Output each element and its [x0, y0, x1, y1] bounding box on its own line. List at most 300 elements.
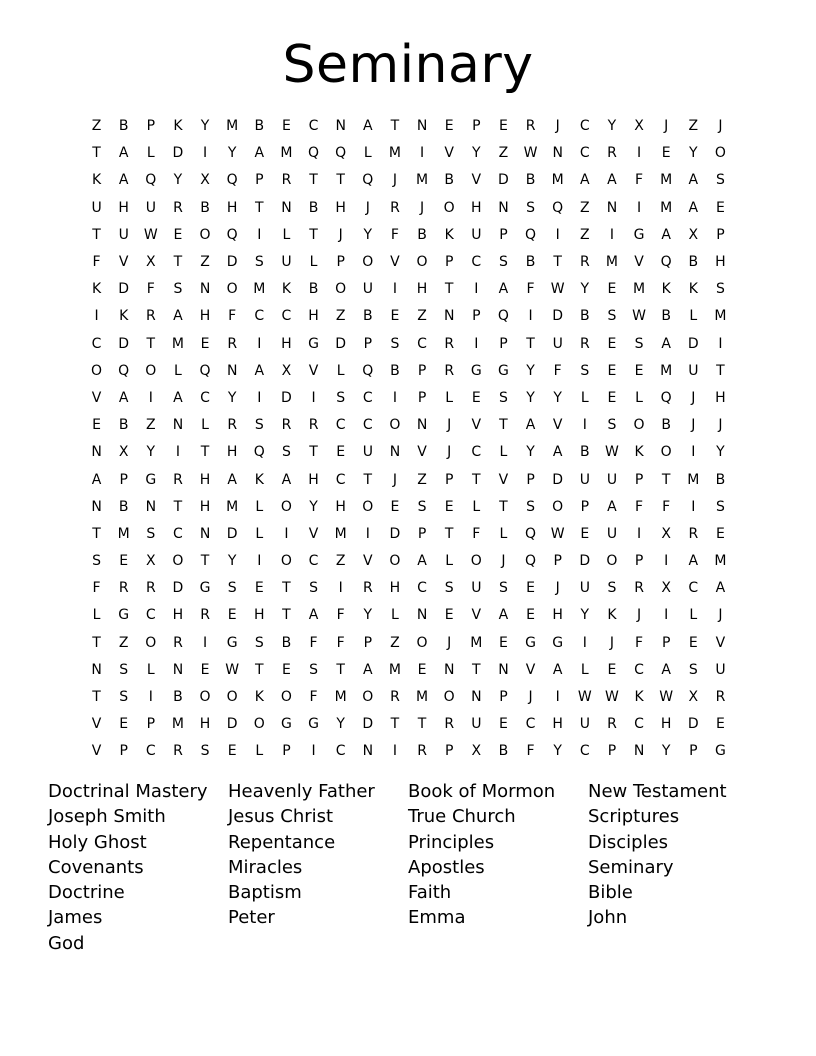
grid-letter: X — [146, 553, 156, 570]
grid-letter: F — [526, 281, 535, 298]
grid-letter: I — [392, 743, 397, 760]
grid-letter: J — [555, 580, 560, 597]
grid-letter: S — [715, 498, 725, 515]
grid-letter: B — [363, 308, 373, 325]
grid-letter: O — [362, 689, 374, 706]
grid-letter: H — [389, 580, 401, 597]
word-list-item: Apostles — [408, 856, 485, 878]
grid-letter: G — [498, 362, 509, 379]
grid-letter: R — [390, 199, 400, 216]
grid-letter: L — [445, 553, 454, 570]
grid-letter: D — [552, 471, 564, 488]
grid-letter: B — [417, 226, 427, 243]
grid-letter: O — [470, 553, 482, 570]
grid-letter: H — [308, 471, 319, 488]
grid-letter: B — [688, 254, 699, 271]
word-list-item: Doctrinal Mastery — [48, 781, 208, 802]
grid-letter: Y — [716, 444, 725, 461]
grid-letter: S — [390, 335, 400, 352]
grid-letter: K — [688, 281, 698, 298]
grid-letter: C — [362, 417, 373, 434]
grid-letter: K — [173, 118, 183, 135]
grid-letter: J — [419, 199, 425, 216]
grid-letter: G — [308, 716, 319, 733]
grid-letter: S — [254, 634, 264, 651]
word-list-item: Peter — [228, 907, 275, 929]
grid-letter: T — [92, 525, 101, 542]
grid-letter: S — [607, 308, 617, 325]
grid-letter: A — [91, 471, 102, 488]
grid-letter: P — [119, 743, 128, 760]
grid-letter: O — [199, 226, 211, 243]
grid-row — [83, 140, 734, 167]
word-list-item: New Testament — [588, 781, 727, 802]
grid-letter: N — [91, 498, 102, 515]
grid-letter: O — [389, 553, 401, 570]
grid-letter: F — [146, 281, 155, 298]
grid-letter: P — [634, 471, 644, 488]
grid-letter: T — [390, 118, 400, 135]
grid-letter: Y — [661, 743, 671, 760]
grid-letter: M — [171, 335, 184, 352]
grid-letter: F — [336, 634, 345, 651]
grid-letter: V — [308, 362, 319, 379]
grid-letter: N — [443, 308, 455, 325]
grid-letter: C — [91, 335, 102, 352]
grid-letter: J — [447, 444, 452, 461]
grid-letter: K — [444, 226, 454, 243]
grid-letter: N — [281, 199, 292, 216]
grid-letter: A — [254, 362, 265, 379]
grid-letter: J — [718, 607, 723, 624]
grid-letter: Y — [200, 118, 210, 135]
grid-letter: U — [91, 199, 102, 216]
grid-letter: O — [280, 689, 292, 706]
grid-letter: L — [472, 498, 481, 515]
word-list-item: Principles — [408, 831, 495, 853]
grid-letter: I — [94, 308, 99, 325]
grid-letter: K — [91, 281, 102, 298]
grid-letter: N — [633, 743, 645, 760]
grid-letter: A — [498, 281, 509, 298]
grid-letter: O — [253, 716, 265, 733]
grid-letter: Y — [336, 716, 345, 733]
grid-letter: Q — [552, 199, 564, 216]
grid-letter: I — [636, 199, 642, 216]
grid-letter: A — [688, 553, 699, 570]
grid-letter: S — [526, 199, 535, 216]
grid-letter: R — [634, 580, 644, 597]
grid-letter: H — [715, 254, 726, 271]
grid-letter: G — [199, 580, 211, 597]
word-list-item: God — [48, 932, 85, 954]
grid-letter: I — [582, 417, 587, 434]
grid-letter: I — [609, 226, 614, 243]
grid-letter: J — [718, 118, 723, 135]
grid-letter: T — [173, 254, 183, 271]
grid-letter: Z — [335, 308, 346, 325]
grid-letter: R — [362, 580, 373, 597]
grid-letter: D — [226, 716, 238, 733]
grid-letter: D — [552, 308, 564, 325]
grid-letter: I — [311, 389, 316, 406]
grid-letter: O — [552, 498, 564, 515]
grid-letter: O — [199, 689, 211, 706]
grid-letter: O — [416, 254, 428, 271]
grid-letter: O — [226, 281, 238, 298]
grid-letter: Z — [417, 308, 427, 325]
grid-letter: Y — [227, 389, 237, 406]
grid-letter: F — [228, 308, 237, 325]
grid-letter: J — [392, 172, 397, 189]
grid-letter: S — [715, 172, 725, 189]
grid-letter: P — [417, 525, 427, 542]
grid-letter: V — [471, 417, 482, 434]
grid-letter: E — [92, 417, 101, 434]
grid-letter: M — [226, 118, 239, 135]
grid-letter: T — [526, 335, 535, 352]
grid-letter: A — [661, 661, 671, 678]
grid-letter: J — [636, 607, 642, 624]
grid-letter: B — [281, 634, 292, 651]
grid-letter: J — [447, 417, 452, 434]
grid-letter: D — [687, 716, 699, 733]
grid-letter: E — [580, 525, 590, 542]
grid-letter: U — [715, 661, 726, 678]
grid-letter: T — [200, 444, 210, 461]
grid-letter: F — [309, 689, 318, 706]
word-list-item: Seminary — [588, 856, 674, 878]
grid-letter: A — [118, 389, 129, 406]
grid-letter: D — [281, 389, 292, 406]
grid-letter: V — [634, 254, 644, 271]
grid-letter: Z — [335, 553, 346, 570]
grid-letter: X — [661, 580, 671, 597]
grid-letter: O — [443, 689, 455, 706]
grid-letter: M — [117, 525, 130, 542]
grid-letter: A — [254, 145, 265, 162]
grid-letter: J — [691, 417, 696, 434]
grid-letter: J — [365, 199, 370, 216]
grid-letter: A — [363, 118, 373, 135]
grid-letter: R — [173, 743, 183, 760]
grid-letter: A — [363, 661, 373, 678]
grid-letter: P — [363, 634, 373, 651]
grid-letter: T — [716, 362, 725, 379]
grid-letter: Q — [525, 525, 537, 542]
grid-letter: P — [444, 471, 454, 488]
grid-letter: Z — [146, 417, 156, 434]
grid-row — [83, 494, 734, 521]
grid-letter: M — [334, 525, 347, 542]
grid-letter: E — [390, 498, 400, 515]
grid-letter: H — [199, 308, 211, 325]
grid-letter: B — [661, 308, 671, 325]
grid-letter: H — [226, 444, 238, 461]
page-title: Seminary — [282, 35, 534, 95]
grid-letter: S — [281, 444, 291, 461]
grid-letter: M — [416, 172, 429, 189]
grid-letter: H — [471, 199, 482, 216]
grid-letter: D — [118, 335, 130, 352]
grid-letter: C — [145, 743, 156, 760]
grid-letter: V — [715, 634, 726, 651]
grid-letter: G — [226, 634, 238, 651]
grid-letter: E — [716, 716, 725, 733]
grid-letter: B — [118, 118, 129, 135]
grid-letter: K — [634, 444, 644, 461]
grid-letter: N — [416, 417, 428, 434]
grid-letter: D — [226, 525, 238, 542]
grid-letter: I — [257, 389, 262, 406]
grid-letter: E — [526, 607, 535, 624]
grid-letter: U — [145, 199, 156, 216]
grid-letter: E — [499, 634, 508, 651]
grid-letter: H — [118, 199, 129, 216]
grid-letter: B — [173, 689, 183, 706]
grid-letter: R — [525, 118, 536, 135]
grid-letter: R — [607, 716, 617, 733]
grid-letter: I — [175, 444, 180, 461]
grid-letter: T — [472, 661, 481, 678]
grid-letter: C — [471, 254, 482, 271]
word-list-item: Heavenly Father — [228, 781, 375, 802]
grid-letter: B — [444, 172, 454, 189]
grid-letter: N — [416, 118, 428, 135]
grid-letter: U — [471, 580, 482, 597]
grid-letter: L — [445, 389, 454, 406]
grid-letter: L — [146, 661, 155, 678]
grid-letter: E — [688, 634, 698, 651]
grid-letter: U — [606, 525, 618, 542]
grid-letter: T — [255, 199, 264, 216]
grid-letter: Z — [91, 118, 102, 135]
grid-letter: Z — [417, 471, 427, 488]
grid-letter: M — [280, 145, 293, 162]
grid-letter: Y — [689, 145, 698, 162]
grid-letter: M — [470, 634, 483, 651]
grid-letter: O — [91, 362, 103, 379]
grid-letter: M — [388, 145, 401, 162]
grid-letter: P — [146, 118, 156, 135]
grid-row — [83, 303, 734, 330]
grid-letter: I — [691, 444, 696, 461]
grid-letter: A — [281, 471, 292, 488]
grid-letter: Q — [226, 226, 238, 243]
grid-letter: R — [227, 417, 238, 434]
grid-letter: T — [282, 607, 291, 624]
grid-letter: L — [282, 226, 291, 243]
grid-letter: Y — [363, 607, 373, 624]
grid-letter: T — [92, 145, 101, 162]
grid-letter: R — [444, 335, 455, 352]
grid-letter: B — [661, 417, 671, 434]
grid-letter: Z — [200, 254, 210, 271]
word-list-item: Repentance — [228, 831, 336, 853]
grid-letter: P — [689, 743, 698, 760]
grid-letter: H — [199, 471, 211, 488]
grid-letter: F — [635, 172, 644, 189]
grid-letter: Z — [118, 634, 129, 651]
grid-letter: S — [119, 661, 129, 678]
grid-letter: Q — [525, 553, 537, 570]
grid-letter: C — [579, 145, 590, 162]
grid-letter: N — [471, 689, 482, 706]
grid-letter: A — [498, 607, 509, 624]
grid-letter: U — [362, 281, 373, 298]
grid-letter: O — [280, 498, 292, 515]
grid-letter: Y — [526, 444, 535, 461]
grid-letter: I — [284, 525, 289, 542]
grid-letter: H — [199, 716, 211, 733]
grid-letter: A — [417, 553, 427, 570]
grid-row — [83, 412, 734, 439]
grid-letter: E — [661, 145, 671, 162]
word-list-item: John — [588, 907, 628, 929]
grid-letter: M — [253, 281, 266, 298]
grid-letter: E — [200, 661, 210, 678]
grid-letter: Q — [253, 444, 265, 461]
grid-letter: B — [254, 118, 265, 135]
grid-letter: T — [309, 226, 318, 243]
grid-letter: S — [119, 689, 129, 706]
grid-letter: C — [471, 444, 482, 461]
grid-letter: M — [633, 281, 646, 298]
grid-letter: U — [471, 226, 482, 243]
grid-letter: U — [281, 254, 292, 271]
grid-letter: L — [689, 308, 698, 325]
word-list-item: Covenants — [48, 856, 144, 878]
grid-letter: O — [443, 199, 455, 216]
grid-letter: Y — [580, 281, 590, 298]
grid-row — [83, 575, 734, 602]
grid-letter: E — [390, 308, 400, 325]
grid-letter: S — [607, 417, 617, 434]
grid-letter: E — [716, 525, 725, 542]
grid-letter: Q — [199, 362, 211, 379]
grid-letter: S — [498, 580, 508, 597]
grid-letter: M — [714, 553, 727, 570]
grid-letter: Y — [526, 389, 535, 406]
grid-letter: R — [308, 417, 319, 434]
grid-letter: I — [555, 689, 560, 706]
grid-letter: L — [499, 444, 508, 461]
grid-letter: E — [254, 580, 264, 597]
grid-letter: J — [447, 634, 452, 651]
grid-letter: B — [200, 199, 210, 216]
grid-letter: A — [173, 389, 183, 406]
grid-letter: J — [664, 118, 669, 135]
grid-letter: F — [553, 362, 562, 379]
grid-letter: N — [498, 661, 509, 678]
grid-letter: C — [362, 389, 373, 406]
grid-letter: Q — [145, 172, 157, 189]
grid-letter: K — [661, 281, 671, 298]
grid-letter: I — [202, 145, 208, 162]
grid-letter: B — [308, 281, 319, 298]
grid-letter: Q — [335, 145, 347, 162]
grid-letter: D — [362, 716, 374, 733]
grid-letter: T — [92, 226, 101, 243]
grid-letter: F — [472, 525, 481, 542]
grid-letter: G — [470, 362, 482, 379]
grid-letter: Q — [525, 226, 537, 243]
grid-letter: M — [660, 172, 673, 189]
grid-letter: J — [528, 689, 533, 706]
grid-letter: X — [471, 743, 482, 760]
word-list-item: Holy Ghost — [48, 831, 147, 853]
grid-letter: I — [528, 308, 533, 325]
word-list-item: Bible — [588, 882, 633, 904]
grid-letter: V — [498, 471, 509, 488]
grid-letter: E — [607, 661, 617, 678]
grid-letter: V — [308, 525, 319, 542]
grid-letter: H — [660, 716, 672, 733]
grid-letter: L — [391, 607, 399, 624]
grid-letter: S — [309, 580, 318, 597]
grid-letter: G — [715, 743, 726, 760]
grid-row — [83, 602, 734, 629]
grid-letter: H — [416, 281, 428, 298]
grid-letter: R — [145, 580, 156, 597]
grid-letter: J — [392, 471, 397, 488]
grid-letter: A — [688, 199, 699, 216]
grid-letter: L — [146, 145, 155, 162]
grid-letter: O — [606, 553, 618, 570]
grid-letter: Z — [688, 118, 699, 135]
grid-letter: R — [715, 689, 726, 706]
grid-letter: D — [498, 172, 509, 189]
grid-letter: I — [148, 689, 153, 706]
grid-letter: W — [577, 689, 592, 706]
grid-letter: M — [388, 661, 401, 678]
grid-letter: V — [471, 607, 482, 624]
grid-letter: G — [525, 634, 536, 651]
grid-letter: K — [119, 308, 129, 325]
grid-letter: N — [552, 145, 563, 162]
grid-letter: T — [336, 661, 345, 678]
grid-letter: S — [173, 281, 183, 298]
grid-letter: D — [172, 580, 184, 597]
grid-letter: S — [254, 417, 264, 434]
grid-letter: C — [335, 743, 346, 760]
word-list-item: Disciples — [588, 831, 669, 853]
grid-letter: P — [119, 471, 128, 488]
grid-letter: P — [499, 689, 508, 706]
grid-letter: M — [171, 716, 184, 733]
grid-letter: Q — [118, 362, 130, 379]
grid-letter: A — [525, 417, 536, 434]
grid-letter: M — [334, 689, 347, 706]
grid-letter: O — [226, 689, 238, 706]
grid-letter: T — [417, 716, 427, 733]
grid-letter: T — [282, 580, 291, 597]
grid-letter: B — [498, 743, 509, 760]
grid-letter: R — [444, 716, 455, 733]
grid-letter: D — [579, 553, 591, 570]
grid-letter: Y — [227, 553, 237, 570]
grid-letter: I — [392, 281, 397, 298]
grid-letter: X — [118, 444, 129, 461]
word-list-item: Miracles — [228, 856, 303, 878]
grid-letter: O — [714, 145, 726, 162]
grid-letter: T — [363, 471, 373, 488]
grid-letter: S — [634, 335, 644, 352]
grid-letter: E — [499, 716, 508, 733]
grid-letter: P — [255, 172, 264, 189]
grid-letter: B — [715, 471, 726, 488]
grid-letter: O — [389, 417, 401, 434]
